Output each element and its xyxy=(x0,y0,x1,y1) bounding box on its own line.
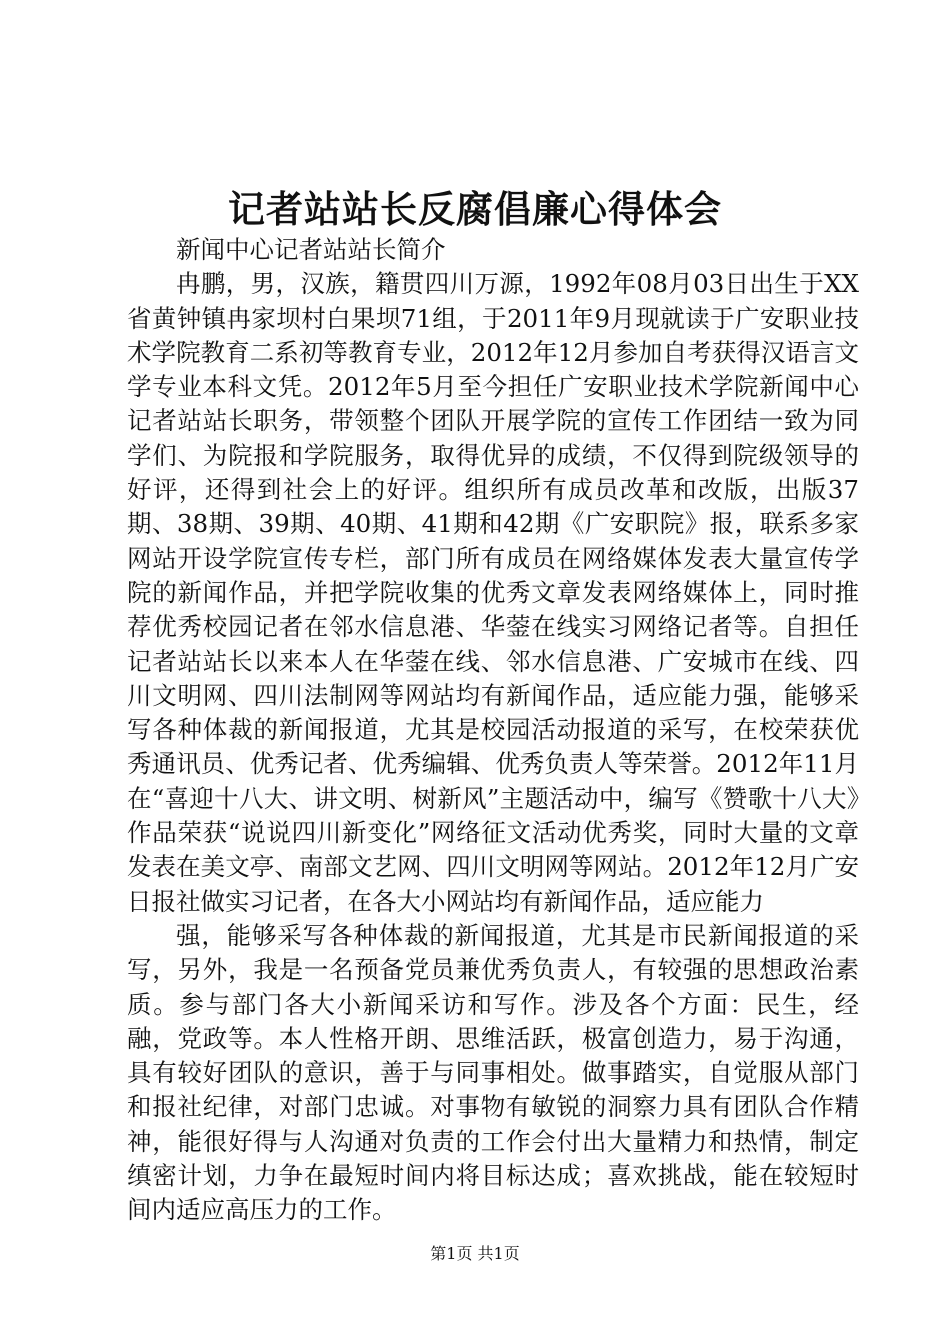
paragraph-intro-heading: 新闻中心记者站站长简介 xyxy=(176,235,446,264)
page-footer: 第1页 共1页 xyxy=(430,1244,520,1263)
paragraph-biography: 冉鹏，男，汉族，籍贯四川万源，1992年08月03日出生于XX省黄钟镇冉家坝村白果坝71组，于2011年9月现就读于广安职业技术学院教育二系初等教育专业，2012年12月参加自考获得汉语言文学专业本科文凭。2012年5月至今担任广安职业技术学院新闻中心记者站站长职务，带领整个团队开展学院的宣传工作团结一致为同学们、为院报和学院服务，取得优异的成绩，不仅得到院级领导的好评，还得到社会上的好评。组织所有成员改革和改版，出版37期、38期、39期、40期、41期和42期《广安职院》报，联系多家网站开设学院宣传专栏，部门所有成员在网络媒体发表大量宣传学院的新闻作品，并把学院收集的优秀文章发表网络媒体上，同时推荐优秀校园记者在邻水信息港、华蓥在线实习网络记者等。自担任记者站站长以来本人在华蓥在线、邻水信息港、广安城市在线、四川文明网、四川法制网等网站均有新闻作品，适应能力强，能够采写各种体裁的新闻报道，尤其是校园活动报道的采写，在校荣获优秀通讯员、优秀记者、优秀编辑、优秀负责人等荣誉。2012年11月在“喜迎十八大、讲文明、树新风”主题活动中，编写《赞歌十八大》作品荣获“说说四川新变化”网络征文活动优秀奖，同时大量的文章发表在美文亭、南部文艺网、四川文明网等网站。2012年12月广安日报社做实习记者，在各大小网站均有新闻作品，适应能力 xyxy=(127,269,859,916)
document-body xyxy=(127,233,859,1228)
paragraph-continuation: 强，能够采写各种体裁的新闻报道，尤其是市民新闻报道的采写，另外，我是一名预备党员兼优秀负责人，有较强的思想政治素质。参与部门各大小新闻采访和写作。涉及各个方面：民生，经融，党政等。本人性格开朗、思维活跃，极富创造力，易于沟通，具有较好团队的意识，善于与同事相处。做事踏实，自觉服从部门和报社纪律，对部门忠诚。对事物有敏锐的洞察力具有团队合作精神，能很好得与人沟通对负责的工作会付出大量精力和热情，制定缜密计划，力争在最短时间内将目标达成；喜欢挑战，能在较短时间内适应高压力的工作。 xyxy=(127,920,859,1225)
document-title: 记者站站长反腐倡廉心得体会 xyxy=(228,187,722,231)
